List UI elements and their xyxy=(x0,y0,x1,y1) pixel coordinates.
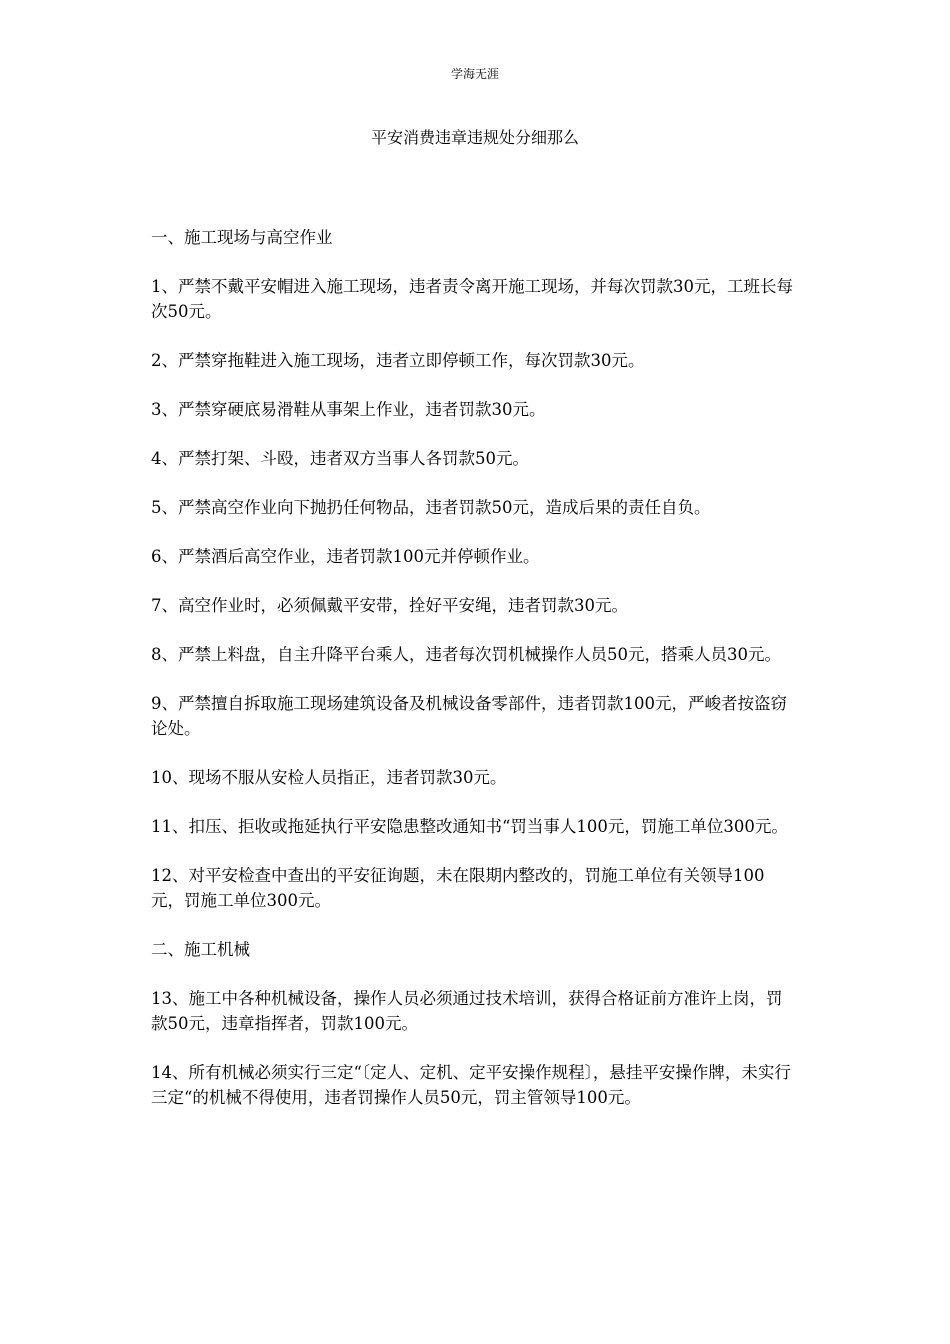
document-body xyxy=(151,225,797,1134)
section-heading-1: 一、施工现场与高空作业 xyxy=(151,228,333,247)
rule-item-11: 11、扣压、拒收或拖延执行平安隐患整改通知书“罚当事人100元，罚施工单位300元。 xyxy=(151,817,788,836)
rule-item-9: 9、严禁擅自拆取施工现场建筑设备及机械设备零部件，违者罚款100元，严峻者按盗窃论处。 xyxy=(151,694,787,738)
rule-item-6: 6、严禁酒后高空作业，违者罚款100元并停顿作业。 xyxy=(151,547,540,566)
rule-item-13: 13、施工中各种机械设备，操作人员必须通过技术培训，获得合格证前方准许上岗，罚款50元，违章指挥者，罚款100元。 xyxy=(151,989,783,1033)
rule-item-2: 2、严禁穿拖鞋进入施工现场，违者立即停顿工作，每次罚款30元。 xyxy=(151,351,645,370)
rule-item-7: 7、高空作业时，必须佩戴平安带，拴好平安绳，违者罚款30元。 xyxy=(151,596,628,615)
rule-item-14: 14、所有机械必须实行三定“〔定人、定机、定平安操作规程〕，悬挂平安操作牌，未实行三定“的机械不得使用，违者罚操作人员50元，罚主管领导100元。 xyxy=(151,1063,791,1107)
rule-item-3: 3、严禁穿硬底易滑鞋从事架上作业，违者罚款30元。 xyxy=(151,400,546,419)
rule-item-1: 1、严禁不戴平安帽进入施工现场，违者责令离开施工现场，并每次罚款30元，工班长每次50元。 xyxy=(151,277,793,321)
rule-item-12: 12、对平安检查中查出的平安征询题，未在限期内整改的，罚施工单位有关领导100元，罚施工单位300元。 xyxy=(151,866,765,910)
rule-item-10: 10、现场不服从安检人员指正，违者罚款30元。 xyxy=(151,768,507,787)
rule-item-8: 8、严禁上料盘，自主升降平台乘人，违者每次罚机械操作人员50元，搭乘人员30元。 xyxy=(151,645,781,664)
rule-item-5: 5、严禁高空作业向下抛扔任何物品，违者罚款50元，造成后果的责任自负。 xyxy=(151,498,711,517)
rule-item-4: 4、严禁打架、斗殴，违者双方当事人各罚款50元。 xyxy=(151,449,529,468)
document-title: 平安消费违章违规处分细那么 xyxy=(370,128,579,147)
section-heading-2: 二、施工机械 xyxy=(151,940,250,959)
page-header: 学海无涯 xyxy=(450,67,499,81)
